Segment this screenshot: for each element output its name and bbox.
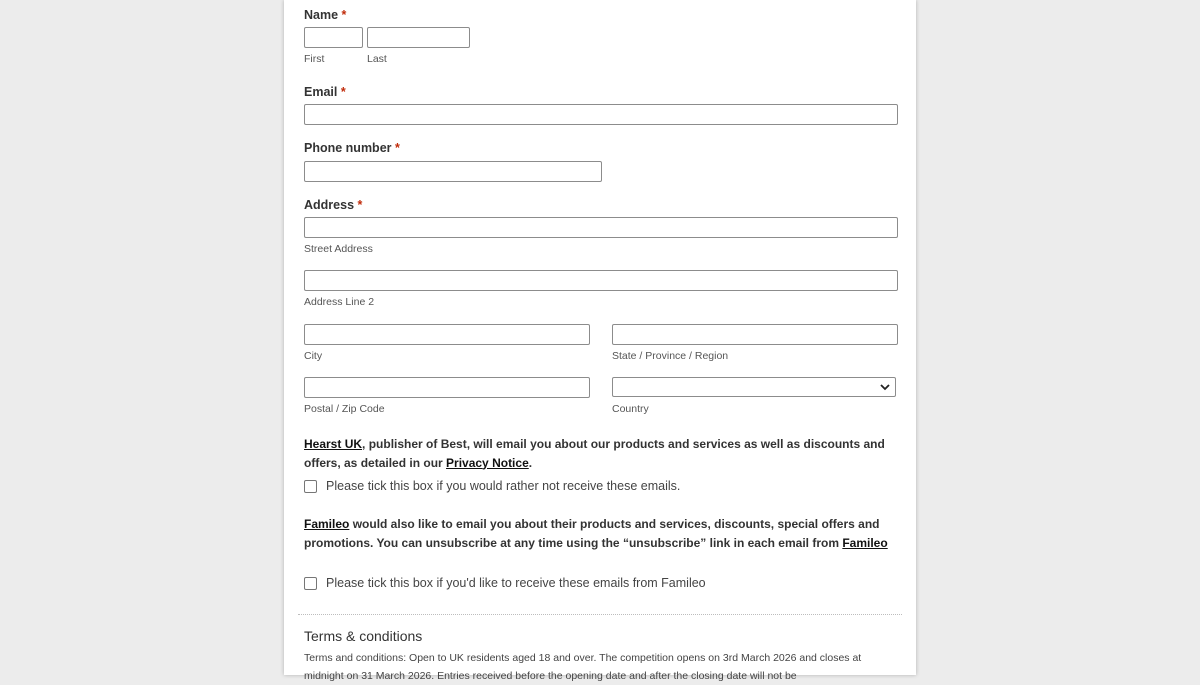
address-line2-sublabel: Address Line 2 (304, 296, 375, 308)
street-address-sublabel: Street Address (304, 243, 373, 255)
famileo-consent-text (304, 515, 894, 552)
email-label-text: Email (304, 85, 338, 99)
hearst-optout-label: Please tick this box if you would rather not receive these emails. (326, 479, 681, 493)
form-card (284, 0, 916, 682)
chevron-down-icon (879, 381, 891, 393)
required-mark: * (395, 141, 400, 155)
country-select[interactable] (612, 377, 896, 397)
section-divider (298, 614, 902, 615)
hearst-uk-link[interactable]: Hearst UK (304, 437, 363, 451)
email-label (304, 85, 346, 99)
famileo-link[interactable]: Famileo (304, 517, 350, 531)
hearst-consent-body: , publisher of Best, will email you about our products and services as well as discounts and offers, as detailed in our (304, 437, 885, 470)
state-sublabel: State / Province / Region (612, 350, 729, 362)
required-mark: * (357, 198, 363, 212)
address-label (304, 198, 362, 212)
postal-code-sublabel: Postal / Zip Code (304, 403, 385, 415)
hearst-consent-end: . (528, 455, 533, 470)
famileo-consent-body: would also like to email you about their products and services, discounts, special offers and promotions. You can unsubscribe at any time using the “unsubscribe” link in each email from (304, 517, 880, 550)
hearst-consent-text (304, 435, 894, 472)
postal-code-input[interactable] (304, 377, 590, 398)
name-label-text: Name (304, 8, 339, 22)
famileo-link-2[interactable]: Famileo (842, 535, 888, 550)
address-line2-input[interactable] (304, 270, 898, 291)
famileo-optin-checkbox[interactable] (304, 577, 317, 590)
phone-input[interactable] (304, 161, 602, 182)
hearst-optout-checkbox[interactable] (304, 480, 317, 493)
state-input[interactable] (612, 324, 898, 345)
terms-heading: Terms & conditions (304, 628, 423, 644)
street-address-input[interactable] (304, 217, 898, 238)
country-sublabel: Country (612, 403, 649, 415)
address-label-text: Address (304, 198, 355, 212)
required-mark: * (340, 85, 346, 99)
famileo-optin-label: Please tick this box if you'd like to receive these emails from Famileo (326, 576, 706, 590)
city-input[interactable] (304, 324, 590, 345)
email-input[interactable] (304, 104, 898, 125)
first-name-sublabel: First (304, 53, 325, 65)
privacy-notice-link[interactable]: Privacy Notice (446, 455, 529, 470)
city-sublabel: City (304, 350, 323, 362)
terms-body: Terms and conditions: Open to UK residents aged 18 and over. The competition opens on 3rd March 2026 and closes at midnight on 31 March 2026. Entries received before the opening date and after the closing date will not be (304, 652, 862, 682)
last-name-input[interactable] (367, 27, 470, 48)
name-label (304, 8, 346, 22)
phone-label-text: Phone number (304, 141, 392, 155)
required-mark: * (341, 8, 347, 22)
last-name-sublabel: Last (367, 53, 387, 65)
phone-label (304, 141, 400, 155)
first-name-input[interactable] (304, 27, 363, 48)
